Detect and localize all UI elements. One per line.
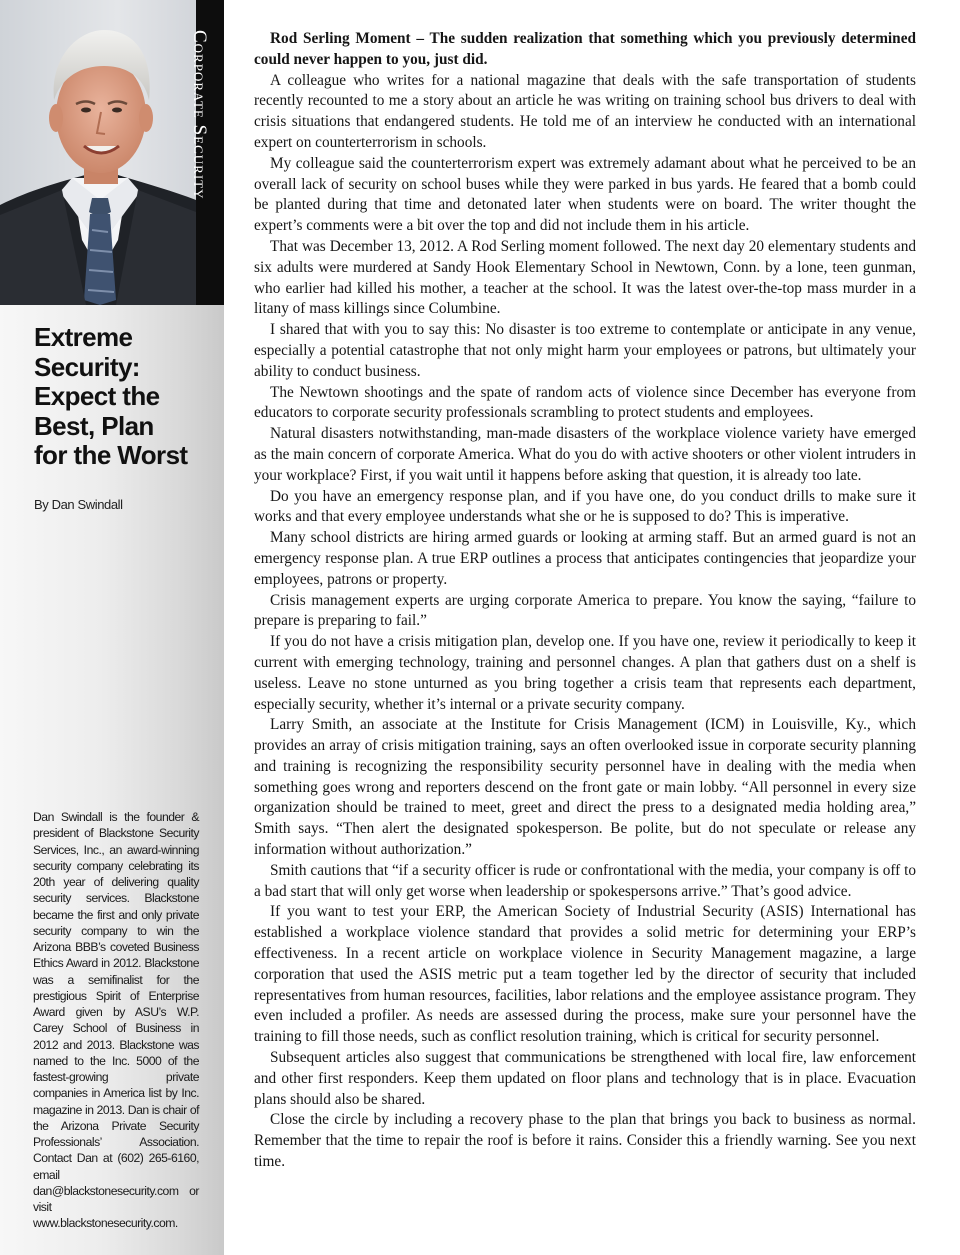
author-bio: Dan Swindall is the founder & president of Blackstone Security Services, Inc., an award-winning security company celebrating its 20th year of delivering quality security services. Blackstone became the first and only private security company to win the Arizona BBB’s coveted Business Ethics Award in 2012. Blackstone was a semifinalist for the prestigious Spirit of Enterprise Award given by ASU’s W.P. Carey School of Business in 2012 and 2013. Blackstone was named to the Inc. 5000 of the fastest-growing private companies in America list by Inc. magazine in 2013. Dan is chair of the Arizona Private Security Professionals’ Association. Contact Dan at (602) 265-6160, email dan@blackstonesecurity.com or visit www.blackstonesecurity.com. xyxy=(33,810,199,1231)
title-line: Best, Plan xyxy=(34,410,154,441)
body-paragraph: Many school districts are hiring armed guards or looking at arming staff. But an armed guard is not an emergency response plan. A true ERP outlines a process that anticipates contingencies that jeopardize your employees, patrons or property. xyxy=(254,529,916,588)
body-paragraph: That was December 13, 2012. A Rod Serling moment followed. The next day 20 elementary students and six adults were murdered at Sandy Hook Elementary School in Newtown, Conn. by a lone, teen gunman, who earlier had killed his mother, a teacher at the school. It was the latest over-the-top mass murder in a litany of mass killings since Columbine. xyxy=(254,237,916,318)
body-paragraph: A colleague who writes for a national magazine that deals with the safe transportation of students recently recounted to me a story about an article he was writing on training school bus drivers to deal with crisis situations that endangered students. He told me of an interview he conducted with an international expert on counterterrorism in schools. xyxy=(254,71,916,151)
body-paragraph: If you want to test your ERP, the American Society of Industrial Security (ASIS) International has established a workplace violence standard that provides a solid metric for determining your ERP’s effectiveness. In a recent article on workplace violence in Security Management magazine, a large corporation that used the ASIS metric put a team together led by the director of security that included representatives from human resources, facilities, labor relations and the employee assistance program. They even included a profiler. As needs are assessed during the process, make sure your personnel have the training to fill those needs, such as conflict resolution training, which is critical for security personnel. xyxy=(254,903,916,1046)
title-line: for the Worst xyxy=(34,440,188,470)
body-paragraph: Natural disasters notwithstanding, man-made disasters of the workplace violence variety have emerged as the main concern of corporate America. What do you do with active shooters or other violent intruders in your workplace? First, if you wait until it happens before asking that question, it is already too late. xyxy=(254,425,916,484)
body-paragraph: I shared that with you to say this: No disaster is too extreme to contemplate or anticipate in any venue, especially a potential catastrophe that not only might harm your employees or patrons, but ultimately your ability to conduct business. xyxy=(254,321,916,380)
title-line: Extreme xyxy=(34,322,133,352)
body-paragraph: Do you have an emergency response plan, and if you have one, do you conduct drills to make sure it works and that every employee understands what she or he is supposed to do? This is imperative. xyxy=(254,487,916,526)
title-line: Security: xyxy=(34,351,140,382)
body-paragraph: Crisis management experts are urging corporate America to prepare. You know the saying, “failure to prepare is preparing to fail.” xyxy=(254,591,916,630)
portrait-illustration xyxy=(0,0,196,305)
article-body xyxy=(254,29,916,1173)
title-line: Expect the xyxy=(34,381,160,411)
body-paragraph: My colleague said the counterterrorism expert was extremely adamant about what he perceived to be an overall lack of security on school buses while they were parked in bus yards. He feared that a bomb could be planted during that time and detonated later when students were on board. The writer thought the expert’s comments were a bit over the top and did not include them in his article. xyxy=(254,154,916,235)
body-paragraph: Subsequent articles also suggest that communications be strengthened with local fire, law enforcement and other first responders. Keep them updated on floor plans and technology that is in place. Evacuation plans should also be shared. xyxy=(254,1049,916,1108)
section-label: Corporate Security xyxy=(189,30,210,200)
byline: By Dan Swindall xyxy=(34,497,123,512)
article-title xyxy=(34,323,219,471)
author-portrait xyxy=(0,0,196,305)
sidebar xyxy=(0,0,224,1255)
body-paragraph: Smith cautions that “if a security officer is rude or confrontational with the media, your company is off to a bad start that will only get worse when leadership or spokespersons arrive.” That’s good advice. xyxy=(254,861,916,900)
lead-paragraph: Rod Serling Moment – The sudden realization that something which you previously determined could never happen to you, just did. xyxy=(254,30,916,68)
body-paragraph: Larry Smith, an associate at the Institute for Crisis Management (ICM) in Louisville, Ky., which provides an array of crisis mitigation training, says an often overlooked issue in corporate security planning and training is recognizing the responsibility security personnel have in dealing with the media when something goes wrong and reporters descend on the front gate or main lobby. “All personnel in every size organization should be trained to meet, greet and direct the press to a designated media holding area,” Smith says. “Then alert the designated spokesperson. Be polite, but do not speculate or release any information without authorization.” xyxy=(254,716,916,859)
body-paragraph: Close the circle by including a recovery phase to the plan that brings you back to business as normal. Remember that the time to repair the roof is before it rains. Consider this a friendly warning. See you next time. xyxy=(254,1111,916,1171)
body-paragraph: The Newtown shootings and the spate of random acts of violence since December has everyone from educators to corporate security professionals scrambling to protect students and employees. xyxy=(254,383,916,422)
body-paragraph: If you do not have a crisis mitigation plan, develop one. If you have one, review it periodically to keep it current with emerging technology, training and personnel changes. A plan that gathers dust on a shelf is useless. Leave no stone unturned as you bring together a crisis team that represents each department, especially security, whether it’s internal or a private security company. xyxy=(254,633,916,713)
